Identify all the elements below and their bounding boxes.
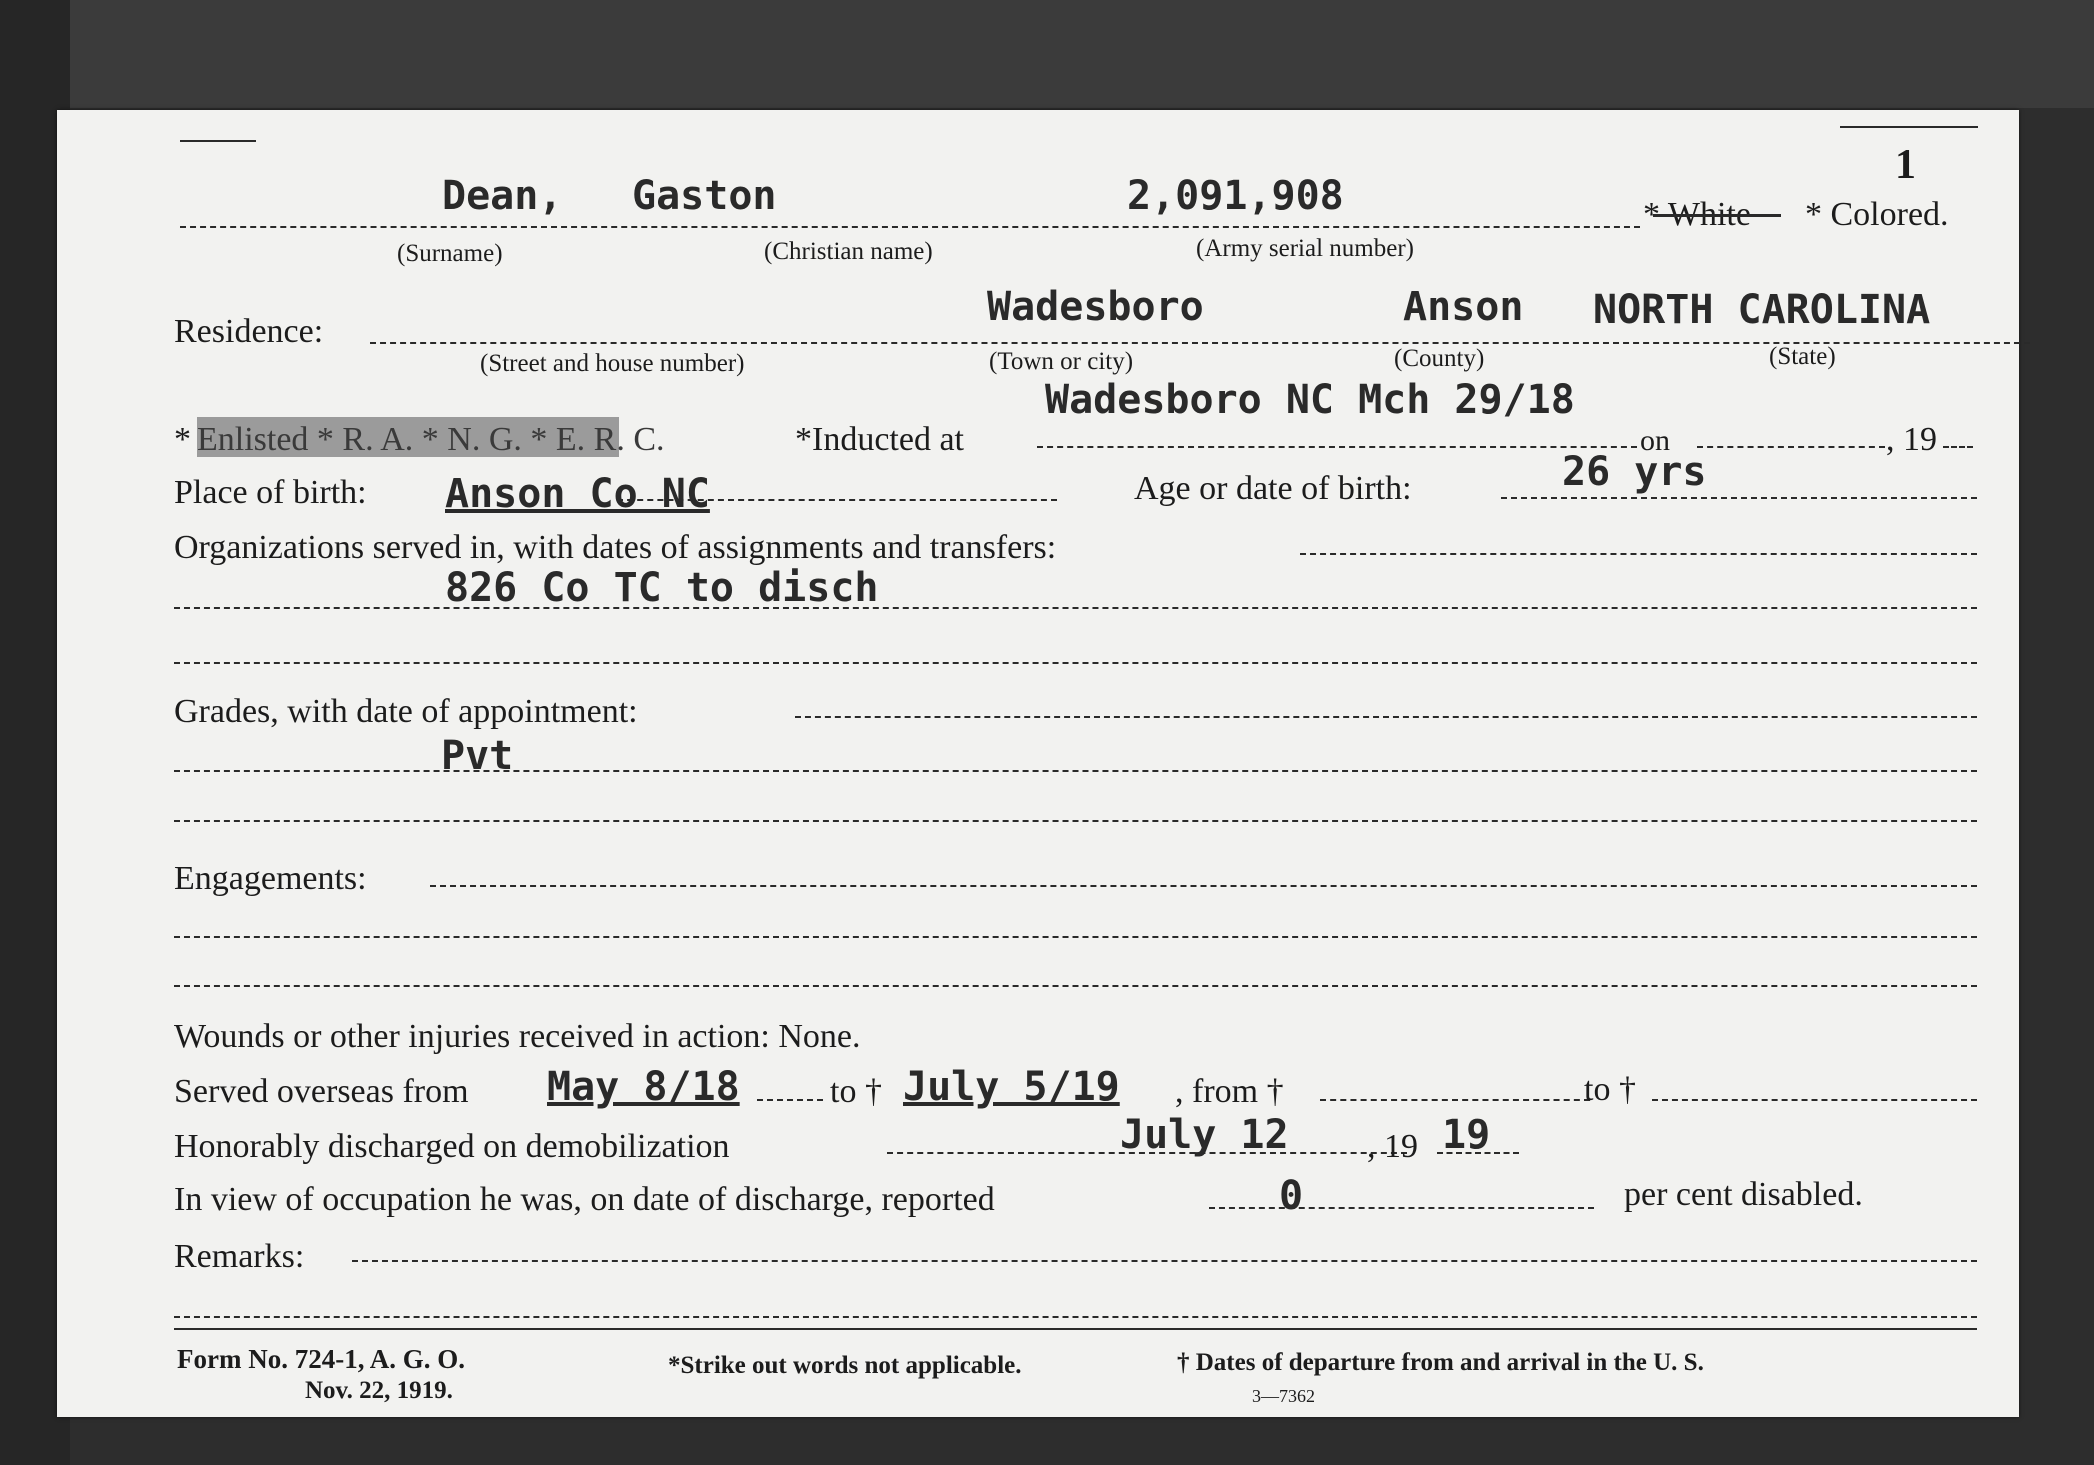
organizations-line-3 (174, 662, 1977, 664)
residence-label: Residence: (174, 313, 324, 350)
disability-suffix: per cent disabled. (1624, 1176, 1863, 1213)
place-of-birth-value: Anson Co NC (445, 471, 710, 517)
engagements-line-1 (430, 885, 1977, 887)
caption-state: (State) (1769, 343, 1836, 370)
footnote-strike: *Strike out words not applicable. (668, 1352, 1022, 1379)
county-value: Anson (1403, 284, 1524, 330)
age-value: 26 yrs (1562, 449, 1707, 495)
inducted-value: Wadesboro NC Mch 29/18 (1045, 377, 1575, 423)
top-left-rule (180, 140, 256, 142)
town-value: Wadesboro (987, 284, 1204, 330)
caption-surname: (Surname) (397, 240, 503, 267)
overseas-label: Served overseas from (174, 1073, 469, 1110)
caption-county: (County) (1394, 345, 1485, 372)
form-number: Form No. 724-1, A. G. O. (177, 1344, 465, 1374)
to-second-label: to † (1584, 1071, 1636, 1108)
race-colored: * Colored. (1805, 196, 1949, 233)
grades-label: Grades, with date of appointment: (174, 693, 638, 730)
service-record-card (57, 110, 2019, 1417)
grades-line-2 (174, 770, 1977, 772)
christian-name-value: Gaston (632, 173, 777, 219)
place-of-birth-line (617, 499, 1057, 501)
caption-street: (Street and house number) (480, 350, 745, 377)
age-label: Age or date of birth: (1134, 470, 1412, 507)
wounds-text: Wounds or other injuries received in action: None. (174, 1018, 861, 1055)
race-white-strike (1653, 214, 1781, 217)
grades-line-3 (174, 820, 1977, 822)
disability-line (1209, 1207, 1594, 1209)
card-number: 1 (1895, 142, 1916, 188)
name-line (180, 226, 1640, 228)
engagements-line-2 (174, 936, 1977, 938)
organizations-label: Organizations served in, with dates of assignments and transfers: (174, 529, 1057, 566)
overseas-to-label: to † (830, 1073, 882, 1110)
form-date: Nov. 22, 1919. (305, 1377, 453, 1404)
organizations-value: 826 Co TC to disch (445, 565, 879, 611)
grades-line-1 (795, 716, 1977, 718)
top-right-rule (1840, 126, 1978, 128)
discharge-label: Honorably discharged on demobilization (174, 1128, 730, 1165)
caption-town: (Town or city) (989, 348, 1134, 375)
remarks-line-2 (174, 1316, 1977, 1318)
from-second-line (1320, 1099, 1590, 1101)
overseas-to-value: July 5/19 (903, 1064, 1120, 1110)
inducted-line (1037, 446, 1637, 448)
enlisted-prefix: * (174, 421, 191, 458)
from-second-label: , from † (1175, 1073, 1284, 1110)
disability-value: 0 (1279, 1173, 1304, 1219)
surname-value: Dean, (442, 173, 563, 219)
organizations-line-1 (1300, 553, 1977, 555)
remarks-line-1 (352, 1260, 1977, 1262)
scan-background-top (0, 0, 2094, 108)
print-code: 3—7362 (1252, 1386, 1315, 1406)
year-line (1943, 446, 1973, 448)
overseas-from-value: May 8/18 (547, 1064, 740, 1110)
organizations-line-2 (174, 607, 1977, 609)
place-of-birth-label: Place of birth: (174, 474, 367, 511)
on-line (1697, 446, 1885, 448)
year-label: , 19 (1886, 421, 1937, 458)
footnote-dates: † Dates of departure from and arrival in the U. S. (1177, 1349, 1704, 1376)
grades-value: Pvt (441, 733, 514, 779)
footer-rule (174, 1328, 1977, 1330)
state-value: NORTH CAROLINA (1593, 287, 1931, 333)
discharge-year-prefix: , 19 (1367, 1128, 1418, 1165)
on-label: on (1640, 424, 1670, 457)
remarks-label: Remarks: (174, 1238, 305, 1275)
caption-christian-name: (Christian name) (764, 238, 933, 265)
serial-number-value: 2,091,908 (1127, 173, 1344, 219)
engagements-label: Engagements: (174, 860, 367, 897)
inducted-label: *Inducted at (795, 421, 964, 458)
race-white: * White (1643, 196, 1751, 233)
discharge-date-value: July 12 (1120, 1112, 1289, 1158)
caption-serial-number: (Army serial number) (1196, 235, 1414, 262)
discharge-year-line (1437, 1152, 1519, 1154)
discharge-year-value: 19 (1442, 1112, 1491, 1158)
enlisted-options: Enlisted * R. A. * N. G. * E. R. C. (197, 421, 665, 458)
engagements-line-3 (174, 985, 1977, 987)
overseas-from-line (757, 1099, 823, 1101)
age-line (1501, 497, 1977, 499)
disability-label: In view of occupation he was, on date of discharge, reported (174, 1181, 995, 1218)
to-second-line (1652, 1099, 1977, 1101)
